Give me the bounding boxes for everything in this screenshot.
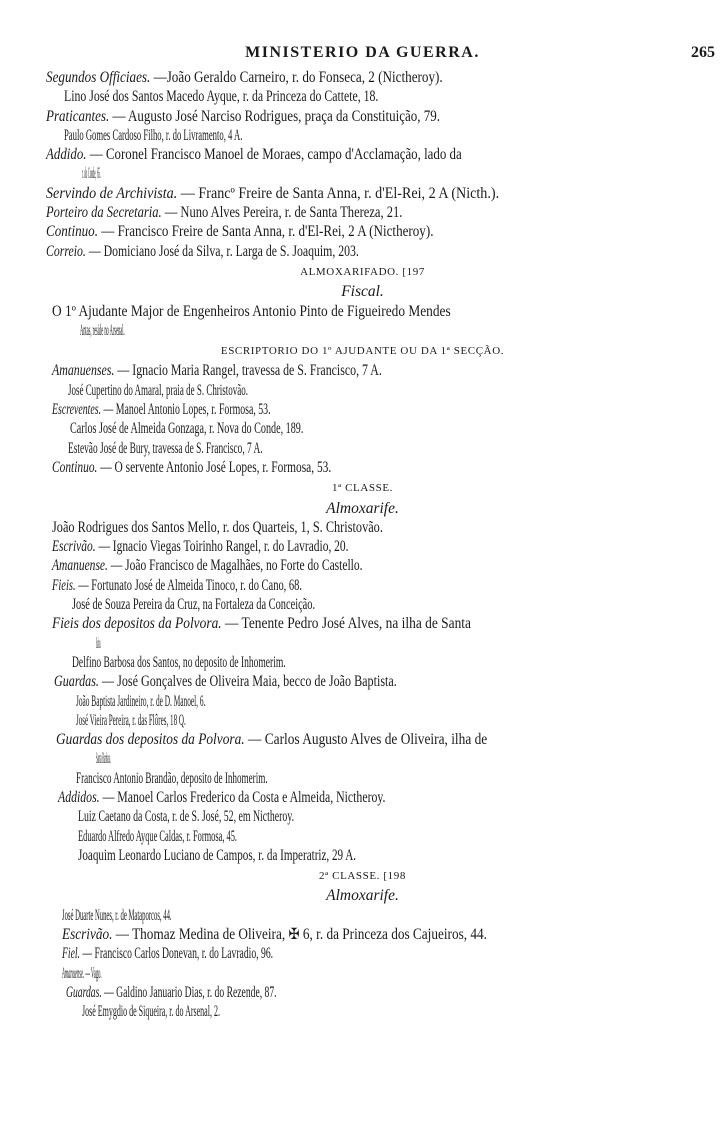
entry-text: Eduardo Alfredo Ayque Caldas, r. Formosa, 45.	[78, 827, 238, 845]
entry-continuation	[82, 164, 218, 183]
entry-line	[58, 788, 610, 807]
entry-separator: —	[101, 401, 116, 419]
entry-separator: —	[161, 204, 181, 222]
entry-line	[66, 983, 516, 1002]
entry-role: Fieis.	[52, 576, 76, 594]
entry-role: Continuo.	[52, 458, 98, 476]
entry-separator: —	[84, 964, 92, 982]
entry-line	[46, 203, 632, 222]
entry-continuation	[82, 1002, 456, 1021]
entry-separator: —	[177, 184, 199, 202]
entry-role: Servindo de Archivista.	[46, 184, 178, 202]
entry-separator: —	[101, 983, 117, 1001]
entry-text: r. do Conde, 65.	[82, 165, 101, 183]
entry-line	[46, 145, 650, 164]
entry-text: João Francisco de Magalhães, no Forte do Castello.	[125, 557, 363, 575]
entry-role: Addido.	[46, 146, 87, 164]
entry-role: Amanuense.	[62, 964, 85, 982]
entry-role: Continuo.	[46, 223, 98, 241]
entry-separator: —	[98, 673, 118, 691]
entry-text: Tenente Pedro José Alves, na ilha de Santa	[241, 615, 471, 633]
entry-continuation	[52, 518, 628, 537]
entry-text: Estevão José de Bury, travessa de S. Francisco, 7 A.	[68, 439, 263, 457]
entry-line	[52, 361, 608, 380]
subsection-heading	[0, 499, 725, 518]
page-title: MINISTERIO DA GUERRA.	[245, 44, 480, 61]
entry-line	[46, 184, 706, 203]
entry-line	[52, 556, 590, 575]
entry-text: Barbara.	[96, 634, 101, 652]
entry-separator: —	[75, 576, 92, 594]
entry-separator: —	[109, 107, 129, 125]
entry-line	[62, 944, 514, 963]
entry-text: Ignacio Maria Rangel, travessa de S. Francisco, 7 A.	[132, 362, 382, 380]
entry-line	[46, 68, 660, 87]
entry-separator: —	[150, 69, 167, 86]
entry-continuation	[78, 827, 470, 846]
page-number: 265	[691, 44, 715, 61]
entry-text: Manoel Carlos Frederico da Costa e Almeida, Nictheroy.	[117, 788, 386, 806]
entry-text: Carlos Augusto Alves de Oliveira, ilha de	[264, 731, 488, 749]
heading-text: 2ª CLASSE. [198	[319, 870, 406, 883]
entry-role: Addidos.	[58, 788, 100, 806]
entry-line	[52, 576, 542, 595]
section-heading	[0, 340, 725, 361]
heading-text: Almoxarife.	[326, 499, 399, 517]
section-heading	[0, 261, 725, 282]
entry-text: Francisco Carlos Donevan, r. do Lavradio, 96.	[94, 945, 274, 963]
entry-separator: —	[95, 538, 113, 556]
entry-role: Correio.	[46, 242, 86, 260]
entry-continuation	[76, 692, 420, 711]
entry-line	[52, 614, 680, 633]
entry-line	[52, 458, 586, 477]
entry-text: João Rodrigues dos Santos Mello, r. dos Quarteis, 1, S. Christovão.	[52, 518, 383, 536]
heading-text: ESCRIPTORIO DO 1º AJUDANTE OU DA 1ª SECÇÃO.	[220, 345, 505, 358]
entry-continuation	[76, 769, 502, 788]
entry-continuation	[76, 711, 406, 730]
entry-text: José Duarte Nunes, r. de Mataporcos, 44.	[62, 906, 172, 924]
entry-role: Amanuense.	[52, 557, 108, 575]
entry-text: Francisco Antonio Brandão, deposito de Inhomerim.	[76, 769, 268, 787]
entry-text: Luiz Caetano da Costa, r. de S. José, 52, em Nictheroy.	[78, 808, 295, 826]
entry-text: Galdino Januario Dias, r. do Rezende, 87.	[116, 983, 277, 1001]
heading-text: ALMOXARIFADO. [197	[300, 265, 425, 278]
entry-text: Fortunato José de Almeida Tinoco, r. do Cano, 68.	[91, 576, 303, 594]
entry-text: Paulo Gomes Cardoso Filho, r. do Livramento, 4 A.	[64, 126, 243, 144]
entry-text: Vago.	[91, 964, 102, 982]
entry-separator: —	[99, 788, 118, 806]
entry-continuation	[64, 126, 468, 145]
entry-continuation	[96, 634, 162, 653]
entry-text: Lino José dos Santos Macedo Ayque, r. da Princeza do Cattete, 18.	[64, 88, 379, 106]
entry-role: Guardas.	[54, 673, 99, 691]
entry-text: José Emygdio de Siqueira, r. do Arsenal, 2.	[82, 1003, 220, 1021]
entry-continuation	[96, 749, 214, 768]
entry-separator: —	[97, 223, 118, 241]
entry-text: José Cupertino do Amaral, praia de S. Christovão.	[68, 381, 248, 399]
entry-line	[56, 730, 682, 749]
entry-separator: —	[85, 242, 104, 260]
section-heading	[0, 865, 725, 886]
entry-role: Fiel.	[62, 945, 80, 963]
entry-continuation	[62, 906, 374, 925]
entry-role: Guardas dos depositos da Polvora.	[56, 731, 245, 749]
entry-text: O 1º Ajudante Major de Engenheiros Antonio Pinto de Figueiredo Mendes	[52, 302, 451, 320]
entry-role: Fieis dos depositos da Polvora.	[52, 615, 222, 633]
entry-separator: —	[244, 731, 265, 749]
entry-text: Antas, reside no Arsenal.	[80, 321, 125, 339]
entry-line	[62, 925, 682, 944]
entry-text: Ignacio Viegas Toirinho Rangel, r. do Lavradio, 20.	[112, 538, 349, 556]
entry-text: Francisco Freire de Santa Anna, r. d'El-Rei, 2 A (Nictheroy).	[117, 223, 434, 241]
entry-line	[46, 222, 658, 241]
subsection-heading	[0, 282, 725, 301]
entry-continuation	[70, 419, 544, 438]
entry-text: José de Souza Pereira da Cruz, na Fortaleza da Conceição.	[72, 596, 316, 614]
entry-text: O servente Antonio José Lopes, r. Formosa, 53.	[114, 458, 332, 476]
entry-text: Joaquim Leonardo Luciano de Campos, r. da Imperatriz, 29 A.	[78, 846, 357, 864]
section-heading	[0, 477, 725, 498]
entry-continuation	[68, 439, 506, 458]
entry-role: Segundos Officiaes.	[46, 69, 151, 86]
heading-text: Fiscal.	[341, 283, 384, 301]
entry-role: Guardas.	[66, 983, 102, 1001]
entry-line	[52, 537, 588, 556]
entry-continuation	[68, 381, 488, 400]
entry-continuation	[72, 595, 558, 614]
entry-continuation	[78, 807, 538, 826]
entry-continuation	[72, 653, 518, 672]
entry-separator: —	[114, 362, 133, 380]
entry-text: João Geraldo Carneiro, r. do Fonseca, 2 (Nictheroy).	[166, 69, 443, 86]
heading-text: 1ª CLASSE.	[332, 482, 393, 495]
entry-text: Augusto José Narciso Rodrigues, praça da Constituição, 79.	[128, 107, 441, 125]
entry-separator: —	[107, 557, 126, 575]
entry-separator: —	[97, 458, 115, 476]
entry-role: Amanuenses.	[52, 362, 115, 380]
entry-text: Domiciano José da Silva, r. Larga de S. Joaquim, 203.	[103, 242, 359, 260]
entry-continuation	[52, 302, 678, 321]
entry-line	[46, 107, 654, 126]
subsection-heading	[0, 886, 725, 905]
document-body	[0, 68, 725, 1022]
entry-separator: —	[221, 615, 242, 633]
entry-separator: —	[86, 146, 106, 164]
entry-separator: —	[79, 945, 95, 963]
entry-continuation	[64, 87, 616, 106]
entry-text: Manoel Antonio Lopes, r. Formosa, 53.	[115, 401, 271, 419]
entry-text: Carlos José de Almeida Gonzaga, r. Nova do Conde, 189.	[70, 420, 304, 438]
entry-text: José Gonçalves de Oliveira Maia, becco de João Baptista.	[117, 673, 397, 691]
entry-role: Porteiro da Secretaria.	[46, 204, 162, 222]
entry-text: Coronel Francisco Manoel de Moraes, campo d'Acclamação, lado da	[105, 146, 462, 164]
entry-text: Delfino Barbosa dos Santos, no deposito de Inhomerim.	[72, 653, 286, 671]
entry-role: Escreventes.	[52, 401, 102, 419]
entry-line	[52, 400, 512, 419]
entry-continuation	[80, 321, 288, 340]
entry-text: José Vieira Pereira, r. das Flôres, 18 Q.	[76, 711, 186, 729]
entry-line	[54, 672, 620, 691]
entry-role: Escrivão.	[52, 538, 96, 556]
entry-text: Thomaz Medina de Oliveira, ✠ 6, r. da Princeza dos Cajueiros, 44.	[132, 926, 487, 944]
entry-separator: —	[112, 926, 133, 944]
entry-text: Nuno Alves Pereira, r. de Santa Thereza, 21.	[180, 204, 403, 222]
entry-role: Escrivão.	[62, 926, 113, 944]
entry-text: Francº Freire de Santa Anna, r. d'El-Rei, 2 A (Nicth.).	[198, 184, 500, 202]
entry-line	[46, 242, 598, 261]
entry-role: Praticantes.	[46, 107, 110, 125]
entry-line	[62, 964, 276, 983]
entry-text: João Baptista Jardineiro, r. de D. Manoel, 6.	[76, 692, 206, 710]
entry-text: Santa Barbara.	[96, 750, 111, 768]
heading-text: Almoxarife.	[326, 887, 399, 905]
entry-continuation	[78, 846, 598, 865]
